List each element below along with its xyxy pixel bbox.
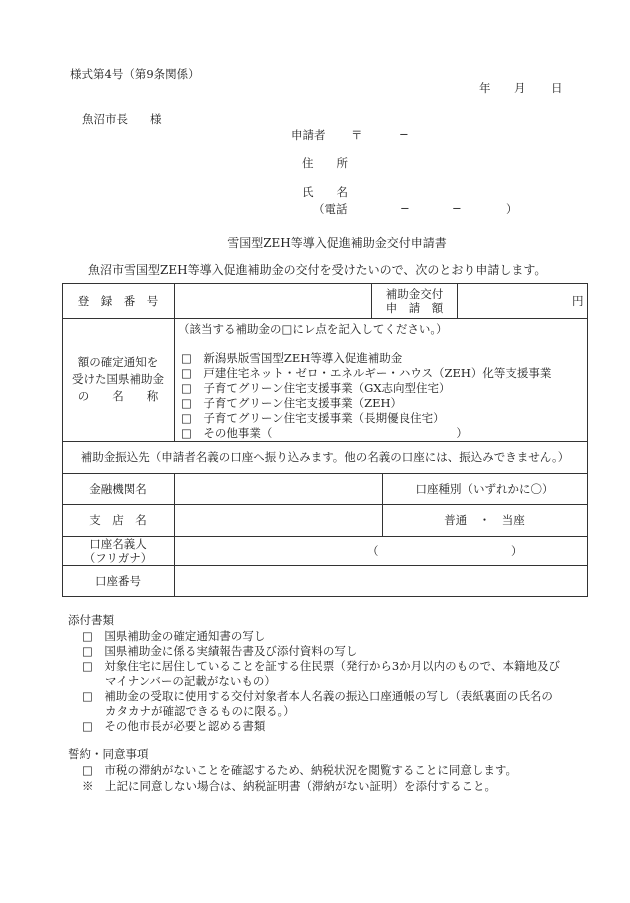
bank-transfer-notice: 補助金振込先（申請者名義の口座へ振り込みます。他の名義の口座には、振込みできません。）	[80, 450, 570, 464]
attachment-item-continuation: マイナンバーの記載がないもの）	[105, 674, 276, 688]
subsidy-instruction: （該当する補助金の□にレ点を記入してください。）	[178, 322, 448, 336]
attachment-item[interactable]: □ 国県補助金に係る実績報告書及び添付資料の写し	[82, 644, 358, 658]
registration-number-field[interactable]	[175, 284, 371, 318]
attachment-item-continuation: カタカナが確認できるものに限る。）	[105, 704, 295, 718]
phone-dash-1: −	[400, 201, 410, 215]
account-holder-field[interactable]	[175, 537, 586, 565]
date-day: 日	[551, 81, 563, 95]
date-year: 年	[479, 81, 491, 95]
branch-field[interactable]	[175, 505, 382, 536]
subsidy-option[interactable]: □ 戸建住宅ネット・ゼロ・エネルギー・ハウス（ZEH）化等支援事業	[181, 366, 552, 380]
subsidy-option[interactable]: □ 子育てグリーン住宅支援事業（ZEH）	[181, 396, 403, 410]
account-number-field[interactable]	[175, 566, 586, 595]
subsidy-option[interactable]: □ 子育てグリーン住宅支援事業（GX志向型住宅）	[181, 381, 451, 395]
postal-mark: 〒	[351, 128, 363, 142]
intro-text: 魚沼市雪国型ZEH等導入促進補助金の交付を受けたいので、次のとおり申請します。	[88, 263, 547, 277]
attachment-item[interactable]: □ 補助金の受取に使用する交付対象者本人名義の振込口座通帳の写し（表紙裏面の氏名の	[82, 689, 553, 703]
attachment-item[interactable]: □ 対象住宅に居住していることを証する住民票（発行から3か月以内のもので、本籍地及び	[82, 659, 560, 673]
yen-unit: 円	[572, 294, 584, 308]
address-label: 住 所	[302, 156, 348, 170]
addressee-honorific: 様	[150, 112, 162, 126]
subsidy-label-line1: 額の確定通知を	[77, 355, 159, 369]
account-type-label: 口座種別（いずれかに〇）	[415, 481, 554, 496]
postal-dash: −	[399, 127, 409, 141]
branch-label: 支 店 名	[89, 513, 147, 527]
consent-heading: 誓約・同意事項	[68, 747, 149, 761]
registration-number-label: 登 録 番 号	[77, 293, 159, 308]
phone-open: （電話	[313, 202, 348, 216]
account-holder-label	[62, 536, 174, 565]
date-month: 月	[514, 81, 526, 95]
phone-dash-2: −	[452, 201, 462, 215]
holder-paren-open: （	[367, 544, 379, 558]
grant-amount-label-line2: 申 請 額	[385, 300, 444, 315]
form-number: 様式第4号（第9条関係）	[70, 67, 200, 81]
phone-close: ）	[506, 202, 518, 216]
subsidy-label-line2: 受けた国県補助金	[72, 372, 164, 386]
bank-name-field[interactable]	[175, 474, 382, 504]
attachments-heading: 添付書類	[68, 613, 114, 627]
subsidy-option[interactable]: □ 子育てグリーン住宅支援事業（長期優良住宅）	[181, 411, 445, 425]
attachment-item[interactable]: □ その他市長が必要と認める書類	[82, 719, 266, 733]
subsidy-option[interactable]: □ 新潟県版雪国型ZEH等導入促進補助金	[181, 351, 403, 365]
name-label: 氏 名	[302, 185, 348, 199]
applicant-label: 申請者	[291, 128, 326, 142]
subsidy-name-label	[62, 318, 174, 441]
holder-label-line1: 口座名義人	[89, 536, 147, 551]
consent-note: ※ 上記に同意しない場合は、納税証明書（滞納がない証明）を添付すること。	[82, 779, 496, 793]
grant-amount-field[interactable]	[458, 284, 586, 318]
subsidy-option[interactable]: □ その他事業（ ）	[181, 426, 468, 440]
bank-name-label: 金融機関名	[89, 481, 147, 496]
consent-item[interactable]: □ 市税の滞納がないことを確認するため、納税状況を閲覧することに同意します。	[82, 763, 517, 777]
attachment-item[interactable]: □ 国県補助金の確定通知書の写し	[82, 629, 266, 643]
form-title: 雪国型ZEH等導入促進補助金交付申請書	[227, 236, 447, 250]
account-number-label: 口座番号	[95, 573, 141, 588]
grant-amount-label	[372, 283, 457, 318]
holder-paren-close: ）	[511, 544, 523, 558]
grant-amount-label-line1: 補助金交付	[385, 286, 444, 301]
holder-label-line2: （フリガナ）	[83, 550, 153, 565]
addressee-name: 魚沼市長	[82, 112, 128, 126]
subsidy-label-line3: の 名 称	[77, 389, 159, 403]
account-type-options[interactable]: 普通 ・ 当座	[444, 513, 525, 527]
